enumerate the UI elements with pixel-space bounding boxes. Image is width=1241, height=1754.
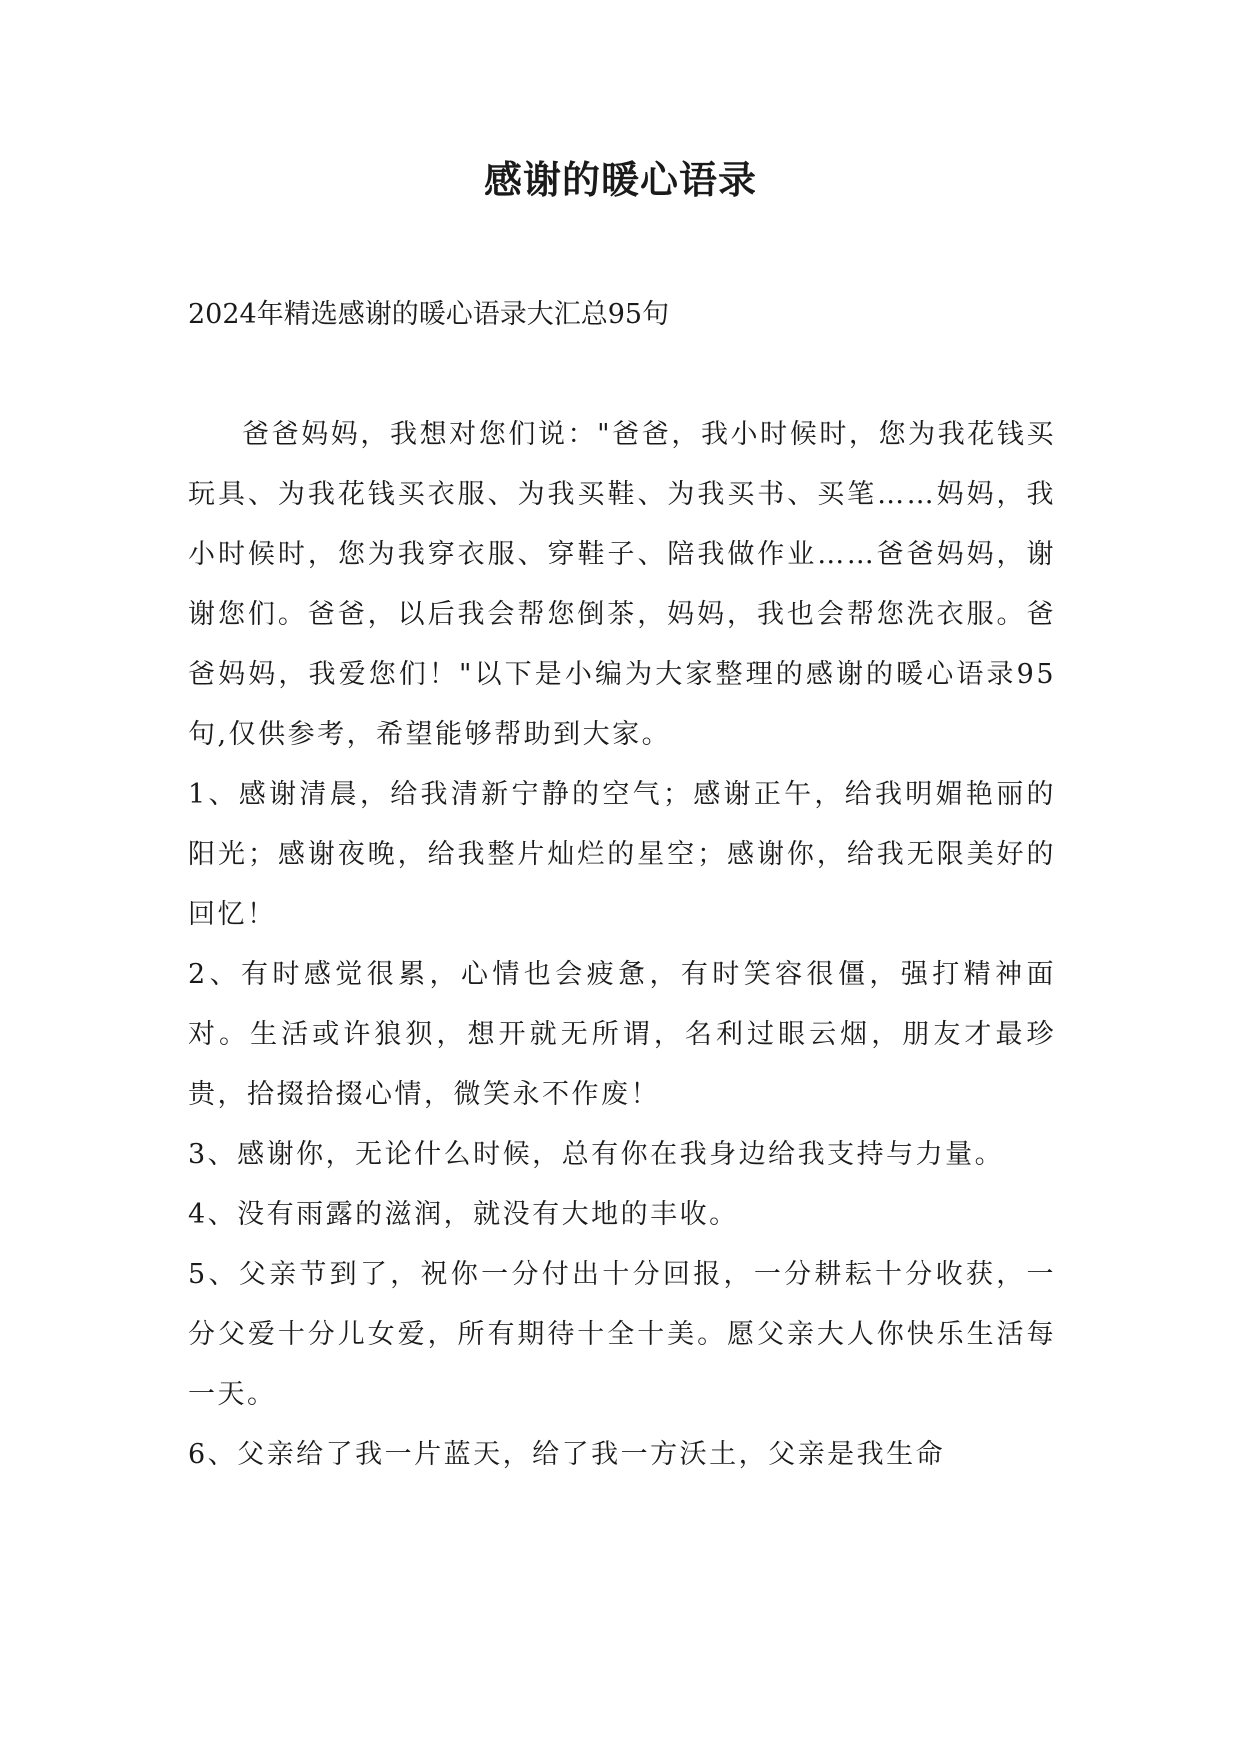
quote-item-3: 3、感谢你，无论什么时候，总有你在我身边给我支持与力量。	[188, 1139, 1005, 1170]
document-title: 感谢的暖心语录	[483, 157, 757, 202]
document-body	[188, 405, 1056, 1485]
quote-item-1: 1、感谢清晨，给我清新宁静的空气；感谢正午，给我明媚艳丽的阳光；感谢夜晚，给我整片灿烂的星空；感谢你，给我无限美好的回忆！	[188, 779, 1056, 930]
quote-item-2: 2、有时感觉很累，心情也会疲惫，有时笑容很僵，强打精神面对。生活或许狼狈，想开就无所谓，名利过眼云烟，朋友才最珍贵，拾掇拾掇心情，微笑永不作废！	[188, 959, 1056, 1110]
quote-item-4: 4、没有雨露的滋润，就没有大地的丰收。	[188, 1199, 739, 1230]
intro-paragraph: 爸爸妈妈，我想对您们说："爸爸，我小时候时，您为我花钱买玩具、为我花钱买衣服、为我买鞋、为我买书、买笔……妈妈，我小时候时，您为我穿衣服、穿鞋子、陪我做作业……爸爸妈妈，谢谢您们。爸爸，以后我会帮您倒茶，妈妈，我也会帮您洗衣服。爸爸妈妈，我爱您们！"以下是小编为大家整理的感谢的暖心语录95句,仅供参考，希望能够帮助到大家。	[188, 419, 1056, 750]
quote-item-6: 6、父亲给了我一片蓝天，给了我一方沃土，父亲是我生命	[188, 1439, 946, 1470]
quote-item-5: 5、父亲节到了，祝你一分付出十分回报，一分耕耘十分收获，一分父爱十分儿女爱，所有期待十全十美。愿父亲大人你快乐生活每一天。	[188, 1259, 1056, 1410]
document-subtitle: 2024年精选感谢的暖心语录大汇总95句	[188, 299, 670, 330]
